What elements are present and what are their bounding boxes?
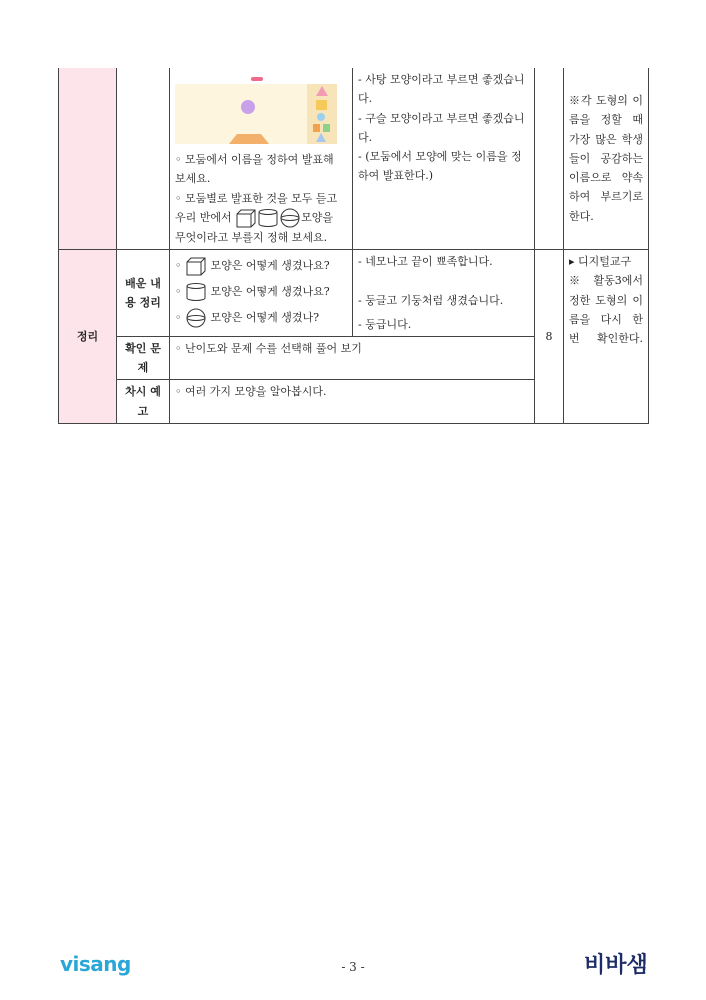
summary-a3: - 둥급니다. bbox=[358, 317, 412, 331]
sphere-icon bbox=[279, 208, 301, 228]
stage-cell: 정리 bbox=[59, 250, 117, 424]
stage-cell-empty bbox=[59, 68, 117, 250]
cube-icon bbox=[235, 208, 257, 228]
summary-q3: 모양은 어떻게 생겼나? bbox=[210, 311, 320, 324]
activity-cell bbox=[170, 68, 353, 250]
response-line-2: - 구슬 모양이라고 부르면 좋겠습니다. bbox=[358, 111, 525, 144]
cylinder-icon bbox=[257, 208, 279, 228]
summary-response-cell bbox=[353, 250, 535, 337]
table-row bbox=[59, 68, 649, 250]
sub-stage-preview: 차시 예고 bbox=[117, 380, 170, 424]
response-cell bbox=[353, 68, 535, 250]
time-cell: 8 bbox=[535, 250, 564, 424]
response-line-1: - 사탕 모양이라고 부르면 좋겠습니다. bbox=[358, 73, 525, 106]
cylinder-icon bbox=[185, 282, 207, 302]
summary-a2: - 둥글고 기둥처럼 생겼습니다. bbox=[358, 294, 504, 308]
sub-stage-summary: 배운 내용 정리 bbox=[117, 250, 170, 337]
activity-line-4: 무엇이라고 부를지 정해 보세요. bbox=[175, 230, 328, 244]
time-cell-empty bbox=[535, 68, 564, 250]
note-digital-tool: ▸ 디지털교구 bbox=[569, 255, 632, 268]
summary-a1: - 네모나고 끝이 뾰족합니다. bbox=[358, 255, 493, 268]
sub-stage-check: 확인 문제 bbox=[117, 336, 170, 380]
digital-tool-screenshot bbox=[175, 74, 337, 144]
page-number: - 3 - bbox=[341, 960, 365, 974]
cube-icon bbox=[185, 256, 207, 276]
shape-panel-icon bbox=[307, 84, 337, 144]
lesson-plan-table bbox=[58, 68, 649, 424]
preview-text: ◦ 여러 가지 모양을 알아봅시다. bbox=[170, 380, 535, 424]
note-cell bbox=[564, 68, 649, 250]
visang-logo: visang bbox=[60, 952, 131, 976]
sub-cell-empty bbox=[117, 68, 170, 250]
sphere-icon bbox=[185, 308, 207, 328]
summary-q1: 모양은 어떻게 생겼나요? bbox=[210, 259, 330, 272]
summary-note-cell bbox=[564, 250, 649, 424]
activity-line-3: 우리 반에서 모양을 bbox=[175, 208, 347, 228]
summary-q2: 모양은 어떻게 생겼나요? bbox=[210, 285, 330, 298]
note-review: ※활동3에서 정한 도형의 이름을 다시 한 번 확인한다. bbox=[569, 274, 643, 345]
summary-activity-cell: ◦ 모양은 어떻게 생겼나요? ◦ 모양은 어떻게 생겼나요? ◦ 모양은 어떻게 생겼나? bbox=[170, 250, 353, 337]
activity-line-2: ◦ 모둠별로 발표한 것을 모두 듣고 bbox=[175, 191, 338, 205]
check-text: ◦ 난이도와 문제 수를 선택해 풀어 보기 bbox=[170, 336, 535, 380]
response-line-3: - (모둠에서 모양에 맞는 이름을 정하여 발표한다.) bbox=[358, 150, 522, 183]
vivasam-logo: 비바샘 bbox=[584, 953, 648, 978]
table-row bbox=[59, 250, 649, 337]
note-text: ※각 도형의 이름을 정할 때 가장 많은 학생들이 공감하는 이름으로 약속하여 부르기로 한다. bbox=[569, 94, 643, 223]
activity-line-1: ◦ 모둠에서 이름을 정하여 발표해 보세요. bbox=[175, 153, 334, 186]
